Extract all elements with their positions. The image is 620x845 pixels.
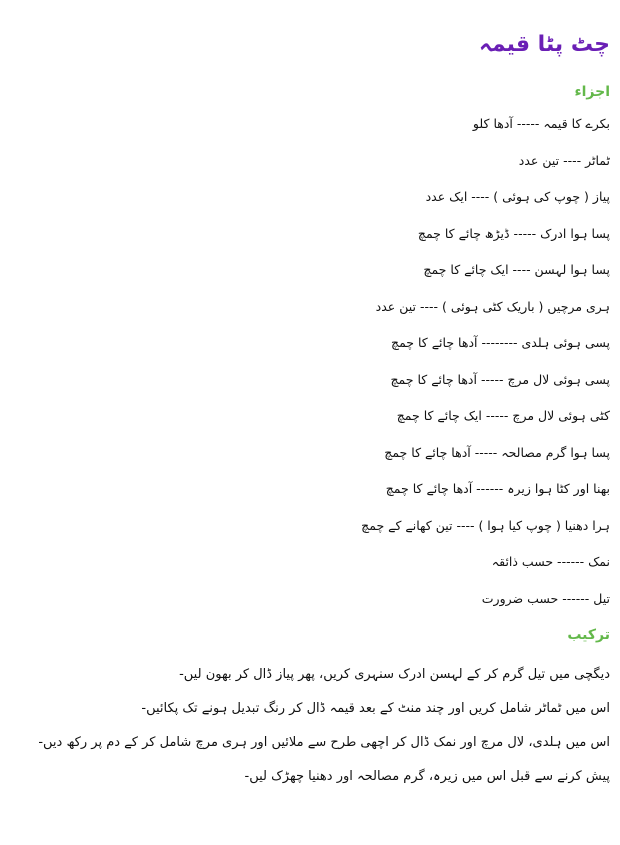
ingredient-item: پیاز ( چوپ کی ہوئی ) ---- ایک عدد [425, 189, 610, 204]
ingredient-item: ہری مرچیں ( باریک کٹی ہوئی ) ---- تین عدد [375, 298, 610, 314]
ingredient-item: پسا ہوا ادرک ----- ڈیڑھ چائے کا چمچ [417, 225, 610, 241]
ingredient-item: ٹماٹر ---- تین عدد [518, 152, 610, 168]
ingredients-list [14, 114, 610, 609]
ingredient-item: کٹی ہوئی لال مرچ ----- ایک چائے کا چمچ [396, 408, 610, 423]
ingredient-item: پسی ہوئی ہلدی -------- آدھا چائے کا چمچ [391, 335, 610, 350]
ingredient-item: ہرا دھنیا ( چوپ کیا ہوا ) ---- تین کھانے کے چمچ [361, 517, 610, 533]
ingredient-item: پسی ہوئی لال مرچ ----- آدھا چائے کا چمچ [390, 371, 610, 387]
ingredient-item: بکرے کا قیمہ ----- آدھا کلو [472, 116, 610, 131]
ingredients-heading: اجزاء [574, 84, 610, 100]
method-heading: ترکیب [567, 627, 610, 643]
ingredient-item: نمک ------ حسب ذائقہ [491, 554, 610, 569]
ingredient-item: تیل ------ حسب ضرورت [481, 590, 610, 606]
method-steps [14, 658, 610, 794]
ingredient-item: بھنا اور کٹا ہوا زیرہ ------ آدھا چائے کا چمچ [385, 481, 610, 496]
method-step: دیگچی میں تیل گرم کر کے لہسن ادرک سنہری کریں، پھر پیاز ڈال کر بھون لیں- [179, 667, 610, 682]
method-step: اس میں ٹماٹر شامل کریں اور چند منٹ کے بعد قیمہ ڈال کر رنگ تبدیل ہونے تک پکائیں- [141, 701, 610, 716]
ingredient-item: پسا ہوا گرم مصالحہ ----- آدھا چائے کا چمچ [384, 444, 610, 460]
method-step: اس میں ہلدی، لال مرچ اور نمک ڈال کر اچھی طرح سے ملائیں اور ہری مرچ شامل کر کے دم پر رکھ دیں- پیش کرنے سے قبل اس میں زیرہ، گرم مصالحہ اور دھنیا چھڑک لیں- [38, 735, 610, 784]
recipe-title: چٹ پٹا قیمہ [479, 32, 610, 57]
ingredient-item: پسا ہوا لہسن ---- ایک چائے کا چمچ [423, 262, 610, 277]
